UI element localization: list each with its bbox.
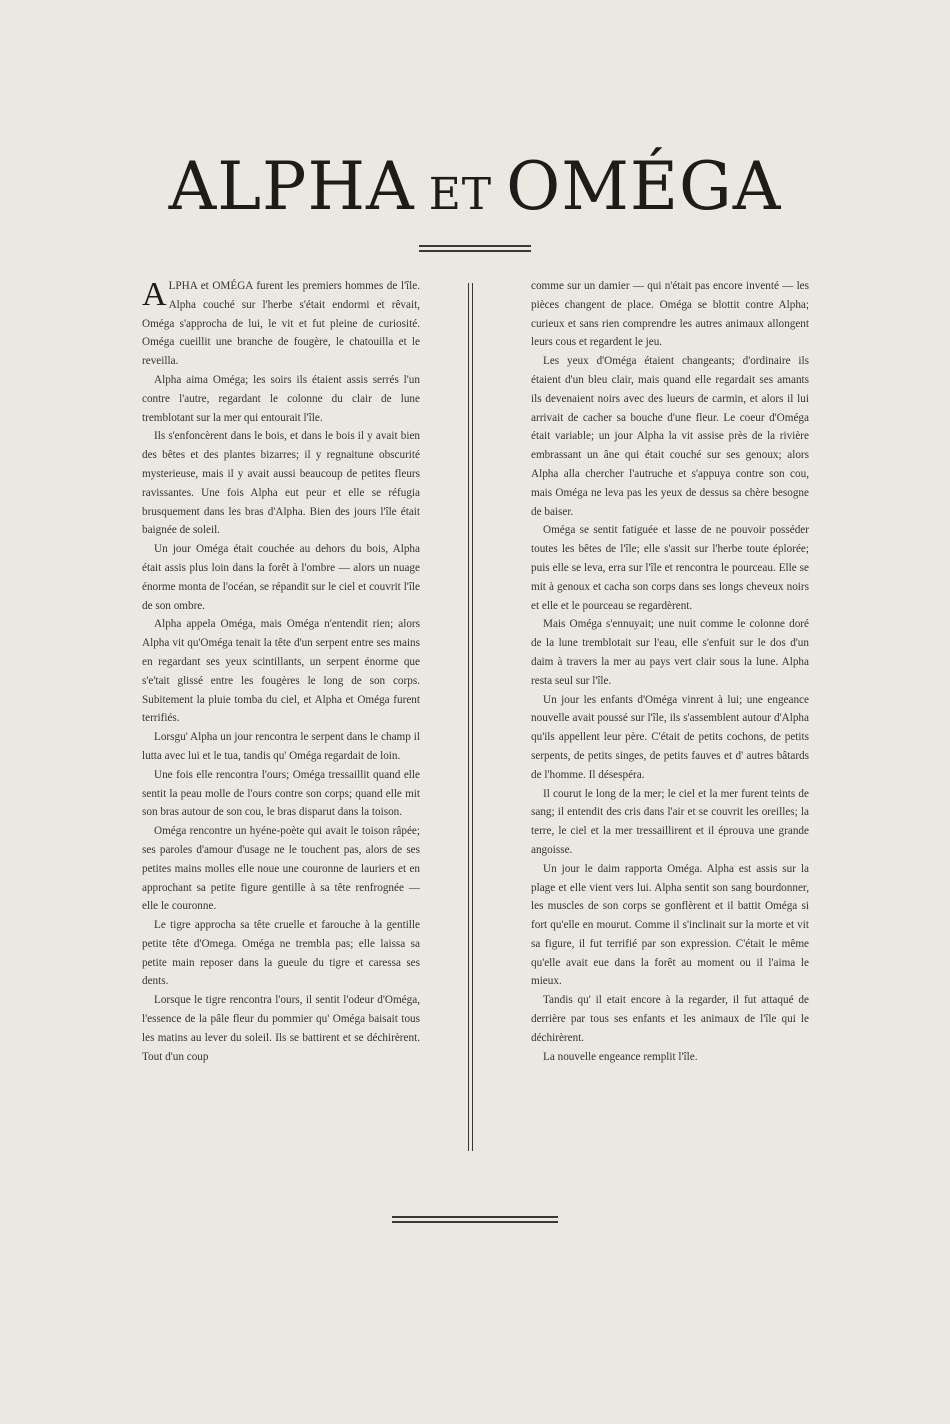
rule-line xyxy=(419,245,531,247)
paragraph: Alpha aima Oméga; les soirs ils étaient assis serrés l'un contre l'autre, regardant le colonne du clair de lune tremblotant sur la mer qui entourait l'île. xyxy=(142,373,420,424)
left-column xyxy=(142,277,420,1066)
bottom-rule xyxy=(392,1216,558,1226)
paragraph: Le tigre approcha sa tête cruelle et farouche à la gentille petite tête d'Omega. Oméga ne trembla pas; elle laissa sa petite main reposer dans la gueule du tigre et caressa ses dents. xyxy=(142,919,420,988)
paragraph: Lorsgu' Alpha un jour rencontra le serpent dans le champ il lutta avec lui et le tua, tandis qu' Oméga regardait de loin. xyxy=(142,731,420,762)
column-divider xyxy=(472,283,473,1151)
paragraph: Oméga rencontre un hyéne-poète qui avait le toison râpée; ses paroles d'amour d'usage ne le touchent pas, alors de ses petites mains molles elle noue une couronne de lauriers et en approchant sa petite figure gentille à sa tête renfrognée — elle le couronne. xyxy=(142,825,420,913)
paragraph: Les yeux d'Oméga étaient changeants; d'ordinaire ils étaient d'un bleu clair, mais quand elle regardait ses amants ils devenaient noirs avec des lueurs de carmin, et alors il lui arrivait de cacher sa bouche d'une fleur. Le coeur d'Oméga était variable; un jour Alpha la vit assise près de la rivière embrassant un âne qui était couché sur ses genoux; alors Alpha alla chercher l'autruche et s'appuya contre son cou, mais Oméga ne leva pas les yeux de dessus sa chère besogne de baiser. xyxy=(531,355,809,518)
rule-line xyxy=(392,1221,558,1223)
title-et: ET xyxy=(428,169,493,220)
paragraph: Ils s'enfoncèrent dans le bois, et dans le bois il y avait bien des bêtes et des plantes bizarres; il y regnaitune obscurité mysterieuse, mais il y avait aussi beaucoup de petites fleurs ravissantes. Une fois Alpha eut peur et elle se réfugia brusquement dans les bras d'Alpha. Bien des jours l'île était baignée de soleil. xyxy=(142,430,420,537)
paragraph: Un jour les enfants d'Oméga vinrent à lui; une engeance nouvelle avait poussé sur l'île, ils s'assemblent autour d'Alpha qu'ils appellent leur père. C'était de petits cochons, de petits serpents, de petits singes, de petits fauves et d' autres bâtards de l'homme. Il désespéra. xyxy=(531,693,809,781)
page-title xyxy=(0,148,950,225)
paragraph: comme sur un damier — qui n'était pas encore inventé — les pièces changent de place. Oméga se blottit contre Alpha; curieux et sans rien comprendre les autres animaux allongent leurs cous et regardent le jeu. xyxy=(531,280,809,349)
paragraph: Un jour Oméga était couchée au dehors du bois, Alpha était assis plus loin dans la forêt à l'ombre — alors un nuage énorme monta de l'océan, se répandit sur le ciel et couvrit l'île de son ombre. xyxy=(142,543,420,612)
title-rule xyxy=(419,245,531,255)
column-divider xyxy=(468,283,469,1151)
drop-cap: A xyxy=(142,276,167,313)
paragraph: Lorsque le tigre rencontra l'ours, il sentit l'odeur d'Oméga, l'essence de la pâle fleur du pommier qu' Oméga baisait tous les matins au lever du soleil. Ils se battirent et se déchirèrent. Tout d'un coup xyxy=(142,994,420,1063)
paragraph: Alpha appela Oméga, mais Oméga n'entendit rien; alors Alpha vit qu'Oméga tenait la tête d'un serpent entre ses mains en regardant ses yeux scintillants, un serpent énorme que s'e'tait glissé entre les fougères le long de son corps. Subitement la pluie tomba du ciel, et Alpha et Oméga furent terrifiés. xyxy=(142,618,420,725)
paragraph xyxy=(142,277,420,371)
paragraph: Il courut le long de la mer; le ciel et la mer furent teints de sang; il entendit des cris dans l'air et se couvrit les oreilles; la terre, le ciel et la mer tressaillirent et il éprouva une grande angoisse. xyxy=(531,787,809,856)
paragraph: Tandis qu' il etait encore à la regarder, il fut attaqué de derrière par tous ses enfants et les animaux de l'île qui le déchirèrent. xyxy=(531,994,809,1044)
paragraph: Oméga se sentit fatiguée et lasse de ne pouvoir posséder toutes les bêtes de l'île; elle s'assit sur l'herbe toute éplorée; puis elle se leva, erra sur l'île et rencontra le pourceau. Elle se mit à genoux et cacha son corps dans ses longs cheveux noirs et elle et le pourceau se regardèrent. xyxy=(531,524,809,612)
right-column xyxy=(531,277,809,1066)
title-alpha: ALPHA xyxy=(168,148,415,225)
title-omega: OMÉGA xyxy=(506,148,782,225)
paragraph: La nouvelle engeance remplit l'île. xyxy=(543,1050,698,1063)
paragraph-text: LPHA et OMÉGA furent les premiers hommes de l'île. Alpha couché sur l'herbe s'était endormi et rêvait, Oméga s'approcha de lui, le vit et fut pleine de curiosité. Oméga cueillit une branche de fougère, le chatouilla et le reveilla. xyxy=(142,280,420,368)
paragraph: Un jour le daim rapporta Oméga. Alpha est assis sur la plage et elle vient vers lui. Alpha sentit son sang bourdonner, les muscles de son corps se gonflèrent et il battit Oméga si fort qu'elle en mourut. Comme il s'inclinait sur la morte et vit sa figure, il fut terrifié par son expression. C'était le même qu'elle avait eue dans la forêt au moment ou il l'aima le mieux. xyxy=(531,862,809,988)
rule-line xyxy=(419,250,531,252)
paragraph: Mais Oméga s'ennuyait; une nuit comme le colonne doré de la lune tremblotait sur l'eau, elle s'enfuit sur le dos d'un daim à travers la mer au pays vert clair sous la lune. Alpha resta seul sur l'île. xyxy=(531,618,809,687)
rule-line xyxy=(392,1216,558,1218)
paragraph: Une fois elle rencontra l'ours; Oméga tressaillit quand elle sentit la peau molle de l'ours contre son corps; quand elle mit son bras autour de son cou, le bras disparut dans la toison. xyxy=(142,768,420,819)
